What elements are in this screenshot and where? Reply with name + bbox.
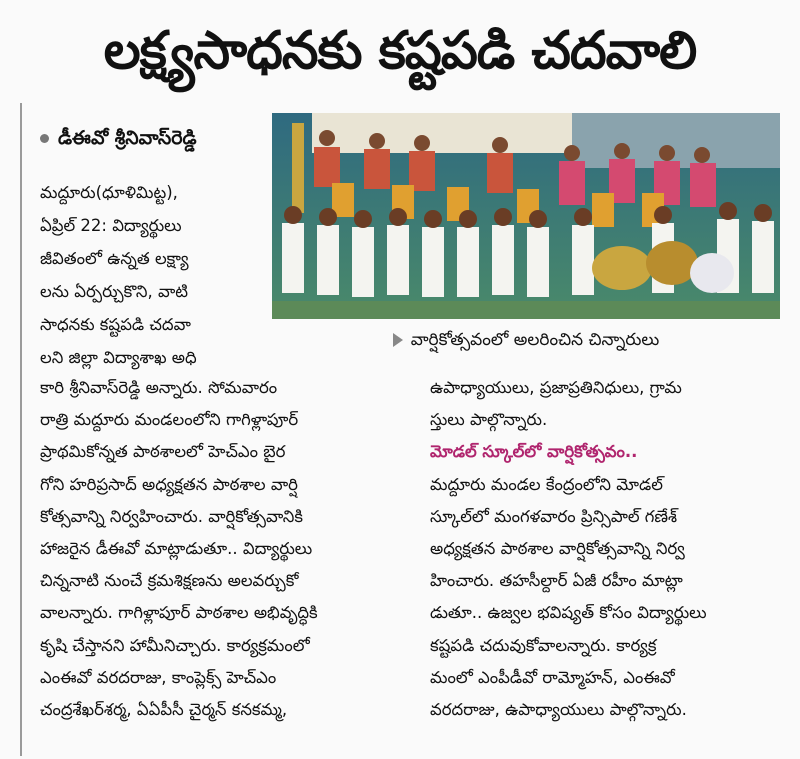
text-line: స్తులు పాల్గొన్నారు. (430, 410, 548, 430)
text-line: మద్దూరు మండల కేంద్రంలోని మోడల్ (430, 474, 663, 494)
caption-text: వార్షికోత్సవంలో అలరించిన చిన్నారులు (410, 330, 660, 350)
left-margin-rule (20, 103, 22, 756)
text-line: కష్టపడి చదువుకోవాలన్నారు. కార్యక్ర (430, 635, 657, 655)
text-line: చంద్రశేఖర్‌శర్మ, ఏఏపీసీ చైర్మన్ కనకమ్మ, (40, 699, 288, 719)
text-line: కారి శ్రీనివాస్‌రెడ్డి అన్నారు. సోమవారం (40, 378, 278, 397)
text-line: మంలో ఎంపీడీవో రామ్మోహన్, ఎంఈవో (430, 667, 675, 687)
text-line: హించారు. తహసీల్దార్ ఏజీ రహీం మాట్లా (430, 571, 683, 591)
text-line: స్కూల్‌లో మంగళవారం ప్రిన్సిపాల్ గణేశ్ (430, 506, 678, 526)
text-line: హాజరైన డీఈవో మాట్లాడుతూ.. విద్యార్థులు (40, 538, 313, 558)
event-photo (272, 113, 780, 319)
article-column-left (40, 372, 412, 726)
text-line: కృషి చేస్తానని హామీనిచ్చారు. కార్యక్రమంలో (40, 635, 310, 655)
text-line: మద్దూరు(ధూళిమిట్ట), (40, 183, 178, 202)
text-line: లను ఏర్పర్చుకొని, వాటి (40, 282, 189, 301)
text-line: కోత్సవాన్ని నిర్వహించారు. వార్షికోత్సవానికి (40, 506, 303, 526)
text-line: ఏప్రిల్ 22: విద్యార్థులు (40, 216, 182, 235)
subheading: మోడల్ స్కూల్‌లో వార్షికోత్సవం.. (430, 442, 638, 462)
text-line: ఉపాధ్యాయులు, ప్రజాప్రతినిధులు, గ్రామ (430, 378, 682, 397)
bullet-icon (40, 134, 49, 143)
byline-text: డీఈవో శ్రీనివాస్‌రెడ్డి (58, 127, 197, 149)
text-line: రాత్రి మద్దూరు మండలంలోని గాగిళ్లాపూర్ (40, 410, 299, 430)
text-line: గోని హరిప్రసాద్ అధ్యక్షతన పాఠశాల వార్షి (40, 474, 298, 494)
text-line: సాధనకు కష్టపడి చదవా (40, 315, 191, 334)
article-column-right (430, 372, 780, 726)
text-line: చిన్ననాటి నుంచే క్రమశిక్షణను అలవర్చుకో (40, 571, 299, 591)
text-line: జీవితంలో ఉన్నత లక్ష్యా (40, 249, 189, 268)
text-line: డుతూ.. ఉజ్వల భవిష్యత్ కోసం విద్యార్థులు (430, 603, 707, 623)
text-line: లని జిల్లా విద్యాశాఖ అధి (40, 348, 197, 367)
headline: లక్ష్యసాధనకు కష్టపడి చదవాలి (103, 21, 697, 81)
event-photo-image (272, 113, 780, 319)
text-line: వరదరాజు, ఉపాధ్యాయులు పాల్గొన్నారు. (430, 699, 687, 719)
text-line: ప్రాథమికోన్నత పాఠశాలలో హెచ్‌ఎం బైర (40, 442, 286, 462)
article-column-left-top (40, 176, 262, 374)
text-line: ఎంఈవో వరదరాజు, కాంప్లెక్స్ హెచ్‌ఎం (40, 667, 277, 687)
text-line: అధ్యక్షతన పాఠశాల వార్షికోత్సవాన్ని నిర్వ (430, 538, 685, 558)
photo-caption (272, 320, 780, 360)
byline (40, 120, 197, 156)
text-line: వాలన్నారు. గాగిళ్లాపూర్ పాఠశాల అభివృద్ధికి (40, 603, 318, 623)
caption-marker-icon (393, 333, 403, 347)
